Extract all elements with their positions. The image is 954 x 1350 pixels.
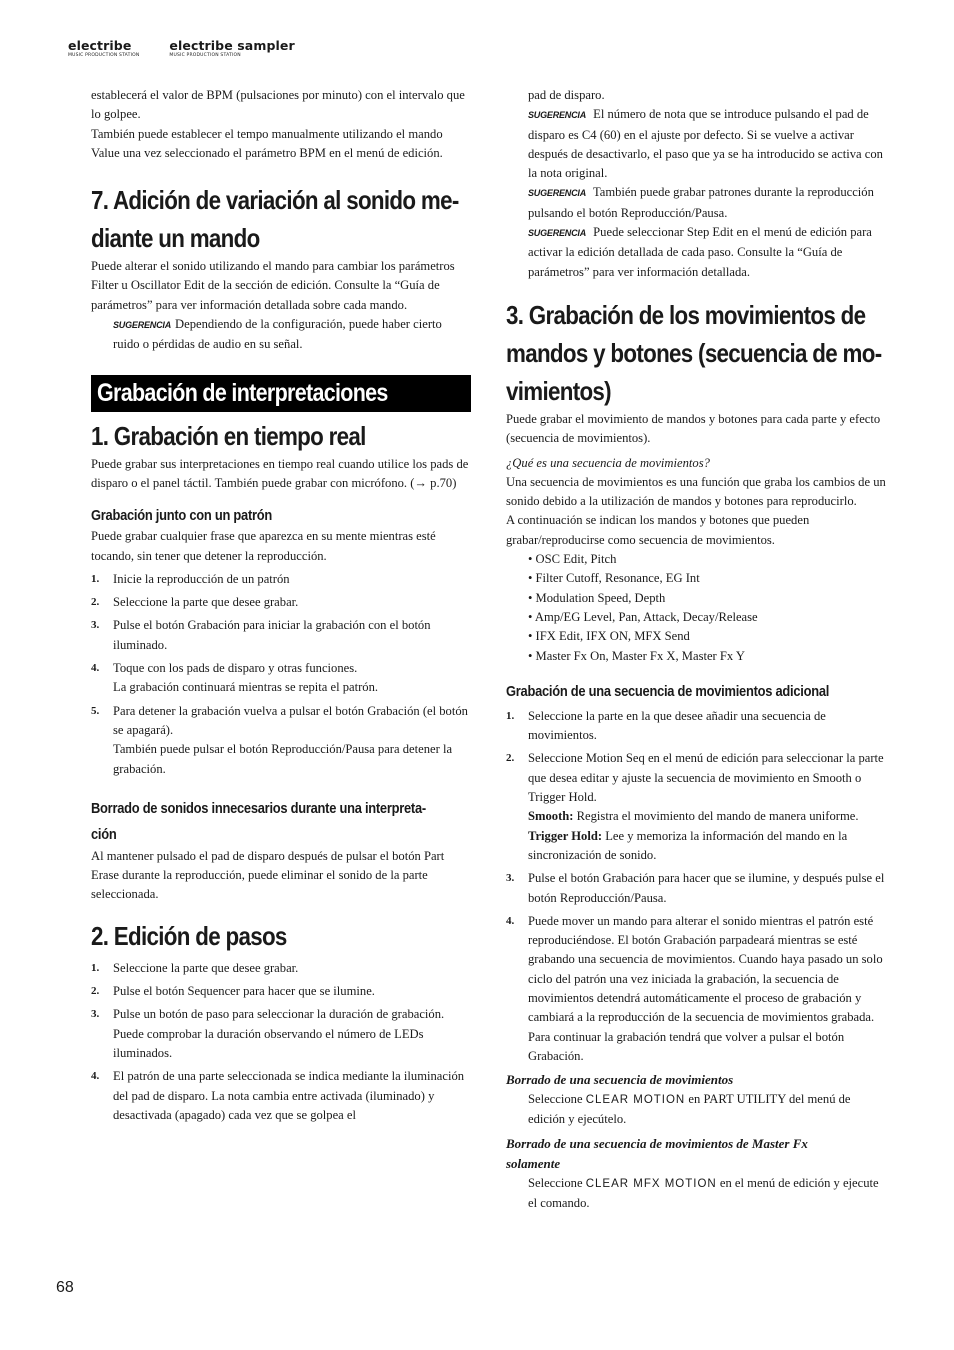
list-item: • Master Fx On, Master Fx X, Master Fx Y xyxy=(528,648,745,663)
step-item: 2. Seleccione la parte que desee grabar. xyxy=(91,595,299,610)
section-1-body: Puede grabar sus interpretaciones en tiempo real cuando utilice los pads de disparo o el panel táctil. También puede grabar con micrófono. (→ p.70) xyxy=(91,456,469,490)
subsection-erase-body: Al mantener pulsado el pad de disparo después de pulsar el botón Part Erase durante la reproducción, puede eliminar el sonido de la parte seleccionada. xyxy=(91,848,445,902)
step-item: 2. Pulse el botón Sequencer para hacer que se ilumine. xyxy=(91,984,375,999)
step-item: 3. Pulse un botón de paso para seleccionar la duración de grabación. Puede comprobar la duración observando el número de LEDs iluminados. xyxy=(91,1007,445,1060)
smooth-label: Smooth: xyxy=(528,809,574,824)
additional-steps xyxy=(506,707,888,1066)
subsection-additional-title: Grabación de una secuencia de movimientos adicional xyxy=(506,682,830,700)
intro-text-2: También puede establecer el tempo manualmente utilizando el mando Value una vez seleccionado el parámetro BPM en el menú de edición. xyxy=(91,126,443,160)
step-item: 4. Toque con los pads de disparo y otras funciones. La grabación continuará mientras se repita el patrón. xyxy=(91,661,379,695)
section-7-body: Puede alterar el sonido utilizando el mando para cambiar los parámetros Filter u Oscillator Edit de la sección de edición. Consulte la “Guía de parámetros” para ver información detallada sobre cada mando. xyxy=(91,259,455,312)
subsection-pattern-body: Puede grabar cualquier frase que aparezca en su mente mientras esté tocando, sin tener que detener la reproducción. xyxy=(91,529,436,563)
electribe-sampler-logo: electribe sampler MUSIC PRODUCTION STATION xyxy=(169,38,295,58)
delete-mfx-title: Borrado de una secuencia de movimientos de Master Fx solamente xyxy=(506,1135,808,1171)
step-item: 1. Seleccione la parte que desee grabar. xyxy=(91,960,299,975)
step-item: 3. Pulse el botón Grabación para iniciar la grabación con el botón iluminado. xyxy=(91,618,431,652)
question-title: ¿Qué es una secuencia de movimientos? xyxy=(506,455,710,470)
intro-text: establecerá el valor de BPM (pulsaciones por minuto) con el intervalo que lo golpee. xyxy=(91,88,465,122)
step-item: 1. Seleccione la parte en la que desee añadir una secuencia de movimientos. xyxy=(506,708,826,743)
question-body-2: A continuación se indican los mandos y botones que pueden grabar/reproducirse como secuencia de movimientos. xyxy=(506,513,810,547)
delete-motion-title: Borrado de una secuencia de movimientos xyxy=(506,1072,734,1088)
header-logos xyxy=(68,40,295,58)
clear-mfx-motion-command: CLEAR MFX MOTION xyxy=(585,1177,717,1190)
section-1-title: 1. Grabación en tiempo real xyxy=(91,420,366,451)
page-number: 68 xyxy=(56,1279,74,1296)
tip-label: SUGERENCIA xyxy=(113,320,172,331)
list-item: • Filter Cutoff, Resonance, EG Int xyxy=(528,571,700,586)
left-column xyxy=(91,86,471,1125)
step-item: 4. El patrón de una parte seleccionada se indica mediante la iluminación del pad de disparo. La nota cambia entre activada (iluminado) y desactivada (apagado) cada vez que se golpea el xyxy=(91,1069,465,1122)
tip-label: SUGERENCIA xyxy=(528,188,587,199)
list-item: • OSC Edit, Pitch xyxy=(528,552,617,567)
tip-2: SUGERENCIA También puede grabar patrones durante la reproducción pulsando el botón Reproducción/Pausa. xyxy=(528,185,874,220)
step-item: 3. Pulse el botón Grabación para hacer que se ilumine, y después pulse el botón Reproducción/Pausa. xyxy=(506,871,885,905)
trigger-hold-label: Trigger Hold: xyxy=(528,828,603,843)
section-banner: Grabación de interpretaciones xyxy=(91,375,471,412)
question-body: Una secuencia de movimientos es una función que graba los cambios de un sonido debido a la utilización de mandos y botones para reproducirlo. xyxy=(506,474,886,509)
tip-1: SUGERENCIA El número de nota que se introduce pulsando el pad de disparo es C4 (60) en el ajuste por defecto. Si se vuelve a activar después de desactivarlo, el paso que ya se ha introducido se activa con la nota original. xyxy=(528,107,883,181)
tip-label: SUGERENCIA xyxy=(528,110,587,121)
step-item: 2. Seleccione Motion Seq en el menú de edición para seleccionar la parte que desea editar y ajuste la secuencia de movimiento en Smooth o Trigger Hold. Smooth: Registra el movimiento del mando de manera uniforme. Trigger Hold: Lee y memoriza la información del mando en la sincronización de sonido. xyxy=(506,751,884,862)
right-column xyxy=(506,86,888,1213)
list-item: • Amp/EG Level, Pan, Attack, Decay/Release xyxy=(528,609,758,624)
subsection-pattern-title: Grabación junto con un patrón xyxy=(91,507,273,525)
step-item: 5. Para detener la grabación vuelva a pulsar el botón Grabación (el botón se apagará). También puede pulsar el botón Reproducción/Pausa para detener la grabación. xyxy=(91,703,468,776)
electribe-logo: electribe MUSIC PRODUCTION STATION xyxy=(68,38,140,58)
tip-label: SUGERENCIA xyxy=(528,228,587,239)
tip-3: SUGERENCIA Puede seleccionar Step Edit en el menú de edición para activar la edición detallada de cada paso. Consulte la “Guía de parámetros” para ver información detallada. xyxy=(528,225,872,279)
pattern-steps xyxy=(91,570,471,779)
subsection-erase-title: Borrado de sonidos innecesarios durante una interpreta- ción xyxy=(91,799,426,843)
delete-mfx-body: Seleccione CLEAR MFX MOTION en el menú de edición y ejecute el comando. xyxy=(528,1175,879,1211)
step-edit-steps xyxy=(91,959,471,1125)
section-3-body: Puede grabar el movimiento de mandos y botones para cada parte y efecto (secuencia de movimientos). xyxy=(506,411,881,446)
delete-motion-body: Seleccione CLEAR MOTION en PART UTILITY del menú de edición y ejecútelo. xyxy=(528,1092,851,1127)
step-item: 1. Inicie la reproducción de un patrón xyxy=(91,571,290,586)
list-item: • IFX Edit, IFX ON, MFX Send xyxy=(528,629,690,644)
section-7-title: 7. Adición de variación al sonido me- diante un mando xyxy=(91,185,459,254)
clear-motion-command: CLEAR MOTION xyxy=(585,1094,686,1107)
step-item: 4. Puede mover un mando para alterar el sonido mientras el patrón esté reproduciéndose. El botón Grabación parpadeará mientras se esté grabando una secuencia de movimientos. Cuando haya pasado un solo ciclo del patrón una vez iniciada la grabación, la secuencia de movimientos detendrá automáticamente el proceso de grabación y cambiará a la reproducción de la secuencia de movimientos grabada. Para continuar la grabación tendrá que volver a pulsar el botón Grabación. xyxy=(506,913,883,1063)
section-7-tip: SUGERENCIA Dependiendo de la configuración, puede haber cierto ruido o pérdidas de audio en su señal. xyxy=(113,317,442,352)
section-2-title: 2. Edición de pasos xyxy=(91,920,287,951)
list-item: • Modulation Speed, Depth xyxy=(528,590,666,605)
section-3-title: 3. Grabación de los movimientos de mandos y botones (secuencia de mo- vimientos) xyxy=(506,299,882,406)
motion-controls-list xyxy=(506,550,888,666)
continued-text: pad de disparo. xyxy=(528,88,605,102)
